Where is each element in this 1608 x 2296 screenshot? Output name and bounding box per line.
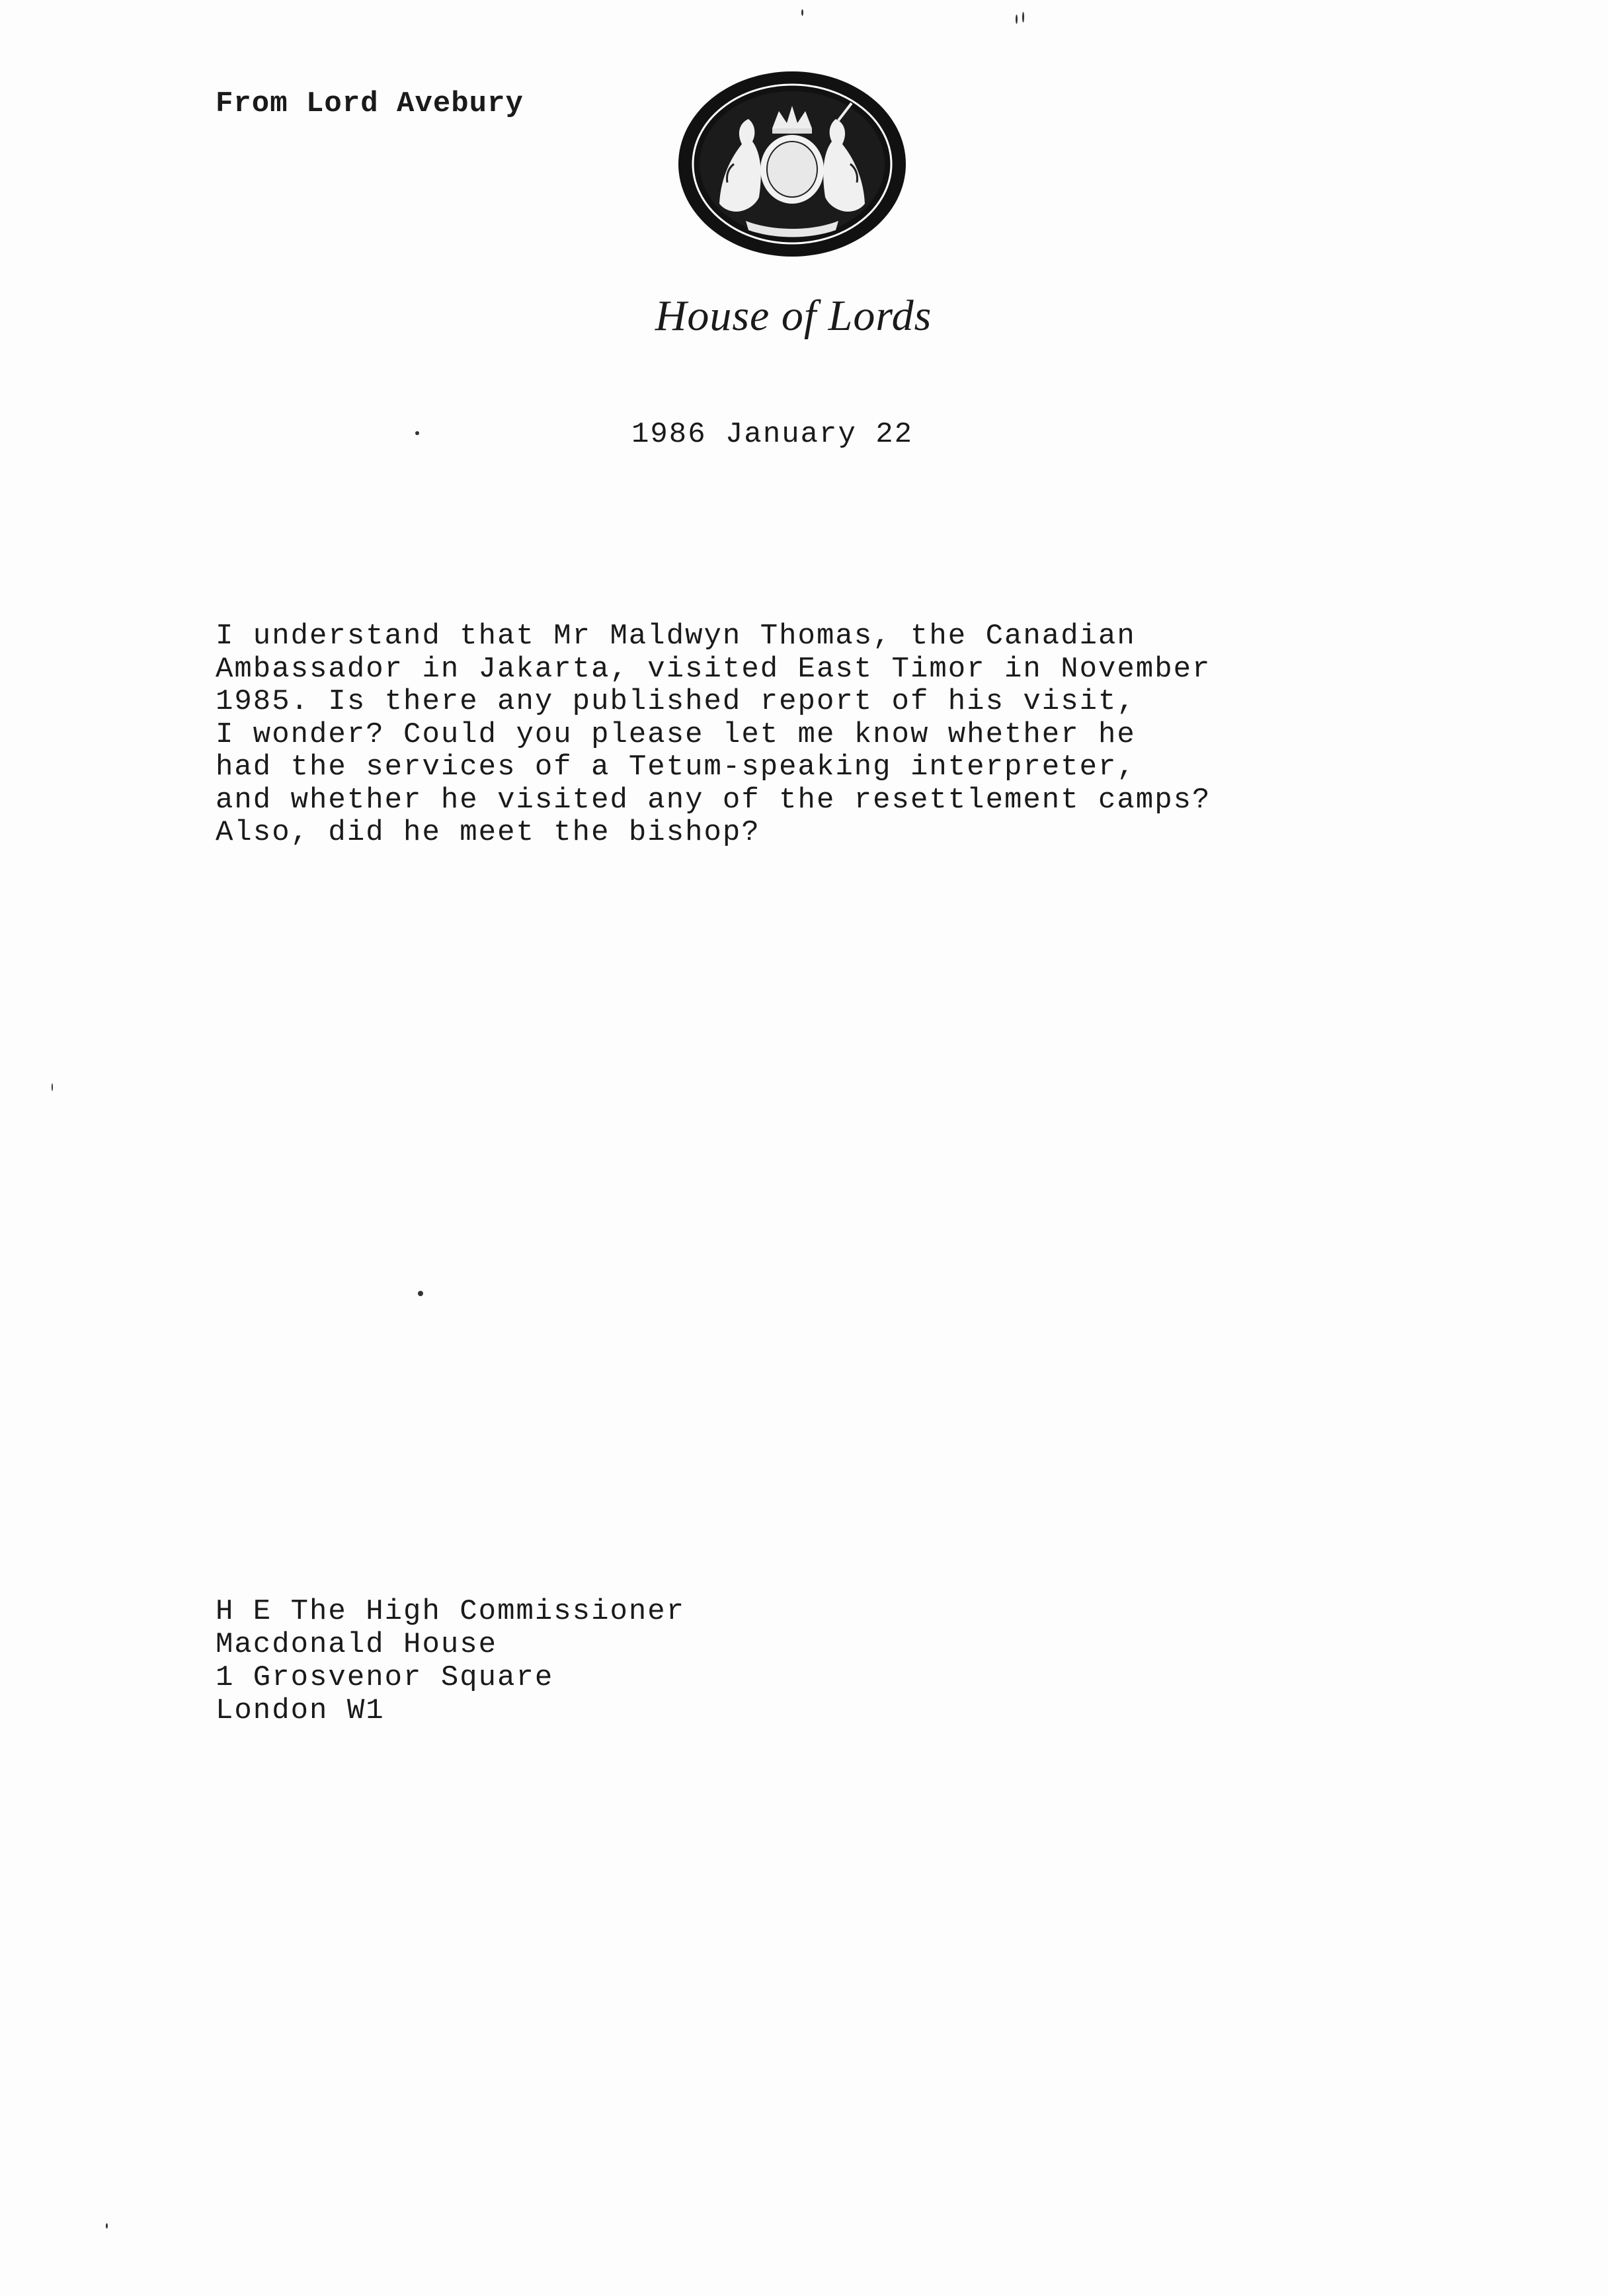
body-line: 1985. Is there any published report of his visit, xyxy=(216,685,1136,718)
scan-speck xyxy=(1022,12,1024,22)
letterhead-title: House of Lords xyxy=(655,292,932,340)
body-line: had the services of a Tetum-speaking interpreter, xyxy=(216,751,1136,784)
recipient-address xyxy=(216,1595,685,1727)
address-line: Macdonald House xyxy=(216,1628,498,1661)
address-line: London W1 xyxy=(216,1694,385,1727)
royal-coat-of-arms-icon xyxy=(673,65,911,263)
address-line: 1 Grosvenor Square xyxy=(216,1661,554,1694)
scan-speck xyxy=(52,1083,53,1091)
body-line: I wonder? Could you please let me know whether he xyxy=(216,718,1136,751)
scan-speck xyxy=(801,9,803,16)
body-line: Ambassador in Jakarta, visited East Timor in November xyxy=(216,652,1211,686)
scan-speck xyxy=(415,431,419,435)
scan-speck xyxy=(106,2223,108,2229)
scan-speck xyxy=(418,1291,423,1296)
body-line: I understand that Mr Maldwyn Thomas, the Canadian xyxy=(216,620,1136,653)
body-line: Also, did he meet the bishop? xyxy=(216,816,760,849)
scan-speck xyxy=(1016,15,1018,24)
letter-date: 1986 January 22 xyxy=(631,418,914,451)
sender-line: From Lord Avebury xyxy=(216,87,524,120)
letter-body xyxy=(216,620,1211,850)
body-line: and whether he visited any of the resettlement camps? xyxy=(216,783,1211,817)
address-line: H E The High Commissioner xyxy=(216,1595,686,1628)
